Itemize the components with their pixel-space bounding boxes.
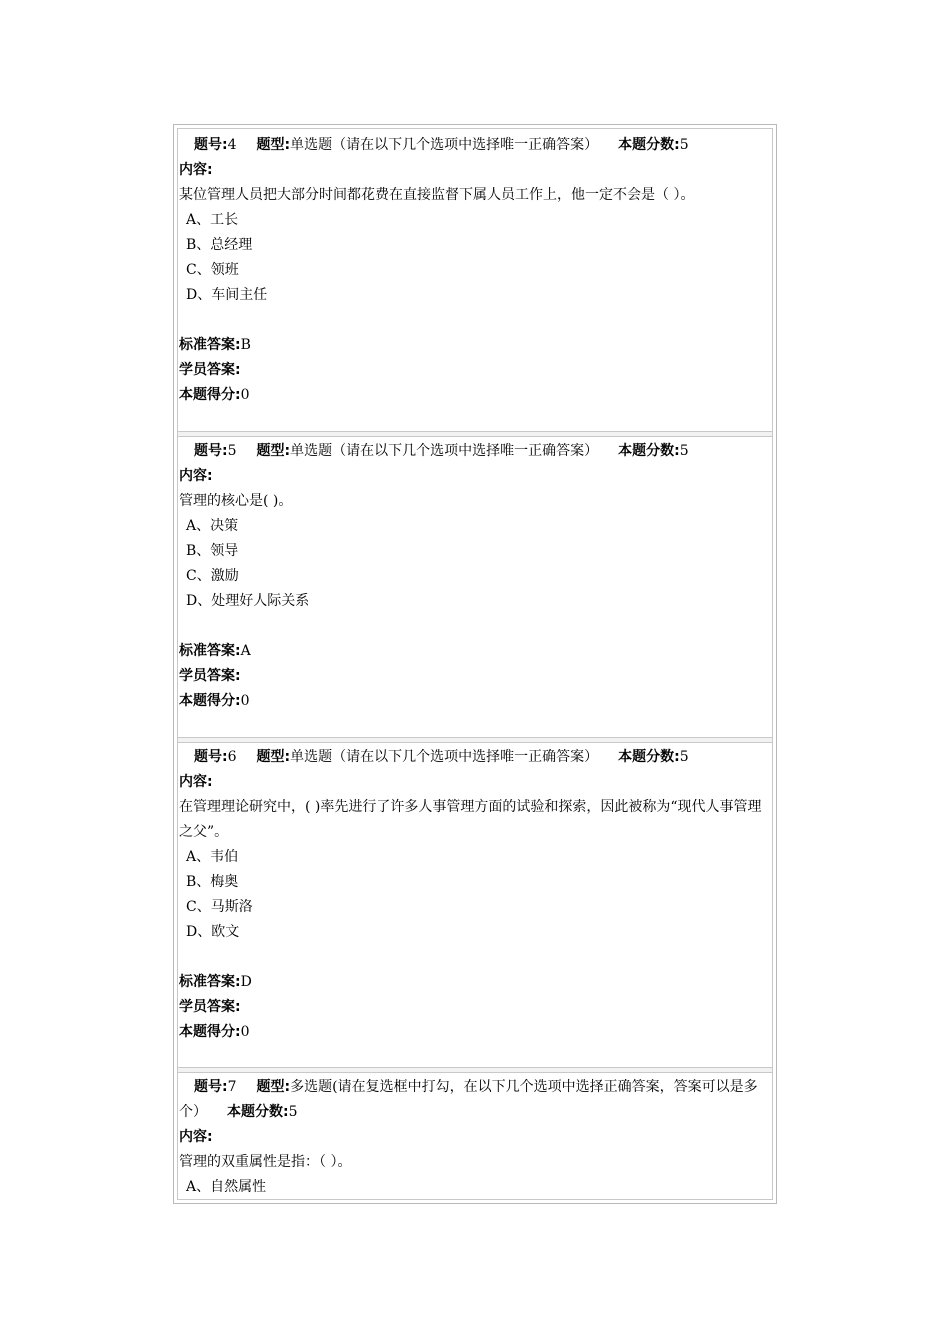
option-b: B、领导	[186, 543, 239, 559]
option-a: A、决策	[186, 518, 239, 534]
question-number: 7	[227, 1079, 237, 1095]
question-divider	[178, 737, 772, 743]
question-points-label: 本题得分:	[179, 387, 241, 403]
option-d: D、欧文	[186, 924, 240, 940]
question-score-label: 本题分数:	[618, 749, 680, 765]
question-header	[194, 439, 770, 464]
question-header	[194, 133, 770, 158]
student-answer	[179, 358, 770, 383]
question-points-value: 0	[240, 1024, 250, 1040]
question-type-label: 题型:	[256, 1079, 291, 1095]
standard-answer-value: A	[240, 643, 251, 659]
standard-answer	[179, 333, 770, 358]
option-c: C、激励	[186, 568, 239, 584]
question-score-label: 本题分数:	[618, 137, 680, 153]
standard-answer-label: 标准答案:	[179, 643, 241, 659]
question-divider	[178, 431, 772, 437]
question-type: 单选题（请在以下几个选项中选择唯一正确答案）	[290, 749, 599, 765]
question-points-label: 本题得分:	[179, 693, 241, 709]
question-number-label: 题号:	[194, 137, 228, 153]
option-a: A、韦伯	[186, 849, 239, 865]
question-score: 5	[679, 749, 689, 765]
content-label: 内容:	[179, 468, 213, 484]
standard-answer-value: B	[240, 337, 251, 353]
option-d: D、车间主任	[186, 287, 268, 303]
question-list	[177, 128, 773, 1200]
question-number: 5	[227, 443, 237, 459]
question-number: 6	[227, 749, 237, 765]
question-score-label: 本题分数:	[227, 1104, 289, 1120]
question-points-label: 本题得分:	[179, 1024, 241, 1040]
option-c: C、领班	[186, 262, 239, 278]
question-number: 4	[227, 137, 237, 153]
question-score: 5	[679, 443, 689, 459]
student-answer-label: 学员答案:	[179, 362, 241, 378]
question-score-label: 本题分数:	[618, 443, 680, 459]
question-list-frame	[173, 124, 777, 1204]
student-answer-label: 学员答案:	[179, 999, 241, 1015]
standard-answer	[179, 639, 770, 664]
question-type: 多选题(请在复选框中打勾，在以下几个选项中选择正确答案，答案可以是多个）	[179, 1079, 758, 1120]
question-header	[194, 745, 770, 770]
question-number-label: 题号:	[194, 749, 228, 765]
student-answer	[179, 995, 770, 1020]
question-points	[179, 383, 770, 408]
question-points	[179, 689, 770, 714]
question-divider	[178, 1067, 772, 1073]
standard-answer-label: 标准答案:	[179, 337, 241, 353]
content-label: 内容:	[179, 162, 213, 178]
option-c: C、马斯洛	[186, 899, 253, 915]
question-points-value: 0	[240, 387, 250, 403]
question-score: 5	[679, 137, 689, 153]
option-b: B、梅奥	[186, 874, 239, 890]
question-header	[179, 1075, 770, 1125]
question-type-label: 题型:	[256, 749, 291, 765]
student-answer	[179, 664, 770, 689]
option-a: A、工长	[186, 212, 239, 228]
option-a: A、自然属性	[186, 1179, 267, 1195]
question-type: 单选题（请在以下几个选项中选择唯一正确答案）	[290, 443, 599, 459]
standard-answer	[179, 970, 770, 995]
student-answer-label: 学员答案:	[179, 668, 241, 684]
question-content: 某位管理人员把大部分时间都花费在直接监督下属人员工作上，他一定不会是（ ）。	[179, 187, 695, 203]
question-type: 单选题（请在以下几个选项中选择唯一正确答案）	[290, 137, 599, 153]
option-b: B、总经理	[186, 237, 253, 253]
question-number-label: 题号:	[194, 1079, 228, 1095]
question-score: 5	[288, 1104, 298, 1120]
content-label: 内容:	[179, 774, 213, 790]
question-content: 管理的核心是( )。	[179, 493, 293, 509]
question-content: 管理的双重属性是指：（ ）。	[179, 1154, 352, 1170]
standard-answer-value: D	[240, 974, 252, 990]
option-d: D、处理好人际关系	[186, 593, 310, 609]
standard-answer-label: 标准答案:	[179, 974, 241, 990]
question-number-label: 题号:	[194, 443, 228, 459]
question-type-label: 题型:	[256, 137, 291, 153]
content-label: 内容:	[179, 1129, 213, 1145]
question-points	[179, 1020, 770, 1045]
question-points-value: 0	[240, 693, 250, 709]
question-type-label: 题型:	[256, 443, 291, 459]
question-content: 在管理理论研究中，( )率先进行了许多人事管理方面的试验和探索，因此被称为“现代人事管理之父”。	[179, 799, 762, 840]
